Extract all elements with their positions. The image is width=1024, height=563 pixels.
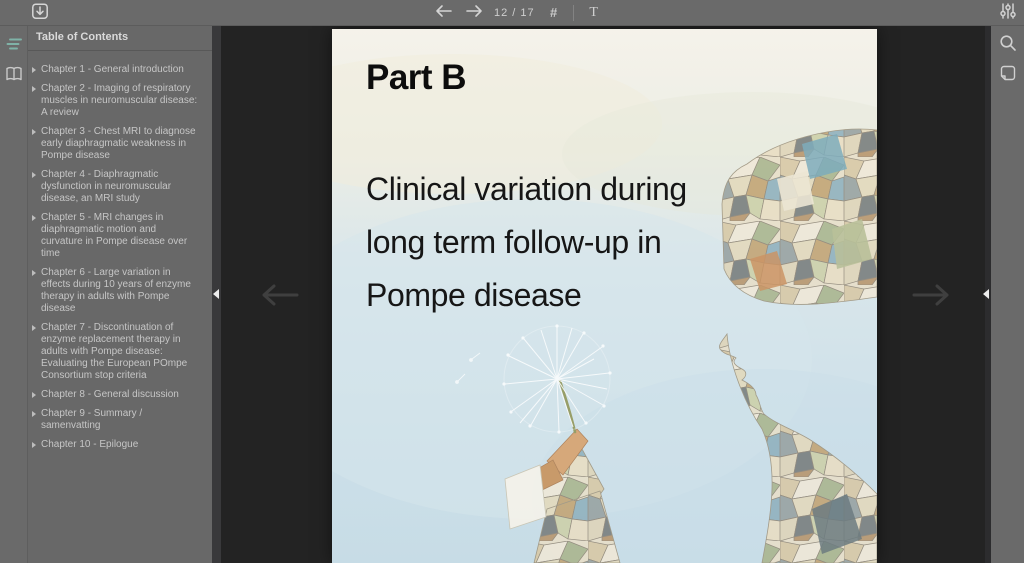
toc-item-chapter-2[interactable]	[31, 83, 199, 119]
search-button[interactable]	[991, 29, 1024, 59]
toc-item-label: Chapter 2 - Imaging of respiratory muscles in neuromuscular disease: A review	[41, 83, 198, 118]
toolbar-divider	[573, 5, 574, 21]
collapse-sidebar-triangle[interactable]	[213, 289, 219, 299]
note-icon	[998, 63, 1018, 86]
left-icon-strip	[0, 25, 28, 563]
next-page-arrow	[912, 294, 950, 309]
expand-triangle-icon[interactable]	[32, 215, 36, 221]
page-title	[366, 163, 687, 322]
page-title-line-3: Pompe disease	[366, 277, 582, 313]
toc-title: Table of Contents	[28, 25, 212, 51]
page-indicator: 12 / 17	[494, 6, 535, 19]
toc-item-chapter-10[interactable]	[31, 439, 199, 451]
toc-item-chapter-4[interactable]	[31, 169, 199, 205]
toc-item-label: Chapter 7 - Discontinuation of enzyme replacement therapy in adults with Pompe disease: Evaluating the European POmpe Consortium stop criteria	[41, 322, 188, 381]
toc-item-chapter-9[interactable]	[31, 408, 199, 432]
view-settings-button[interactable]	[996, 0, 1020, 25]
toc-item-label: Chapter 5 - MRI changes in diaphragmatic motion and curvature in Pompe disease over time	[41, 212, 188, 259]
toc-panel-button[interactable]	[0, 30, 27, 60]
expand-triangle-icon[interactable]	[32, 442, 36, 448]
prev-page-arrow	[261, 294, 299, 309]
expand-triangle-icon[interactable]	[32, 325, 36, 331]
toc-item-chapter-8[interactable]	[31, 389, 199, 401]
toolbar-center	[434, 0, 604, 25]
next-page-overlay-button[interactable]	[912, 284, 950, 309]
download-button[interactable]	[28, 0, 52, 25]
document-viewer	[221, 25, 985, 563]
toolbar	[0, 0, 1024, 26]
part-label: Part B	[366, 58, 467, 97]
expand-triangle-icon[interactable]	[32, 86, 36, 92]
text-tool-icon: T	[589, 4, 598, 20]
book-icon	[4, 64, 24, 87]
toc-item-label: Chapter 3 - Chest MRI to diagnose early diaphragmatic weakness in Pompe disease	[41, 126, 196, 161]
expand-triangle-icon[interactable]	[32, 411, 36, 417]
toc-item-chapter-1[interactable]	[31, 64, 199, 76]
expand-triangle-icon[interactable]	[32, 172, 36, 178]
document-page	[332, 29, 877, 563]
toc-item-chapter-3[interactable]	[31, 126, 199, 162]
next-page-button[interactable]	[464, 0, 484, 25]
toc-item-label: Chapter 9 - Summary / samenvatting	[41, 408, 143, 431]
toc-item-label: Chapter 1 - General introduction	[41, 64, 184, 75]
toc-item-chapter-6[interactable]	[31, 267, 199, 315]
settings-sliders-icon	[998, 1, 1018, 24]
previous-page-button[interactable]	[434, 0, 454, 25]
page-title-line-2: long term follow-up in	[366, 224, 662, 260]
page-title-line-1: Clinical variation during	[366, 171, 687, 207]
page-number-tool-button[interactable]	[545, 0, 563, 25]
expand-triangle-icon[interactable]	[32, 129, 36, 135]
expand-triangle-icon[interactable]	[32, 67, 36, 73]
toc-item-label: Chapter 10 - Epilogue	[41, 439, 139, 450]
toc-item-chapter-7[interactable]	[31, 322, 199, 382]
right-icon-panel	[991, 25, 1024, 563]
text-tool-button[interactable]	[584, 0, 604, 25]
toc-item-chapter-5[interactable]	[31, 212, 199, 260]
hash-icon: #	[550, 5, 558, 20]
expand-triangle-icon[interactable]	[32, 270, 36, 276]
collapse-right-panel-triangle[interactable]	[983, 289, 989, 299]
back-arrow-icon	[435, 4, 453, 21]
forward-arrow-icon	[465, 4, 483, 21]
toc-item-label: Chapter 6 - Large variation in effects during 10 years of enzyme therapy in adults with Pompe disease	[41, 267, 191, 314]
toc-item-label: Chapter 4 - Diaphragmatic dysfunction in neuromuscular disease, an MRI study	[41, 169, 172, 204]
table-of-contents-icon	[4, 34, 24, 57]
download-icon	[30, 1, 50, 24]
book-view-button[interactable]	[0, 60, 27, 90]
toc-list	[28, 51, 212, 451]
prev-page-overlay-button[interactable]	[261, 284, 299, 309]
expand-triangle-icon[interactable]	[32, 392, 36, 398]
notes-button[interactable]	[991, 59, 1024, 89]
search-icon	[998, 33, 1018, 56]
toc-panel	[28, 25, 212, 563]
toc-item-label: Chapter 8 - General discussion	[41, 389, 179, 400]
